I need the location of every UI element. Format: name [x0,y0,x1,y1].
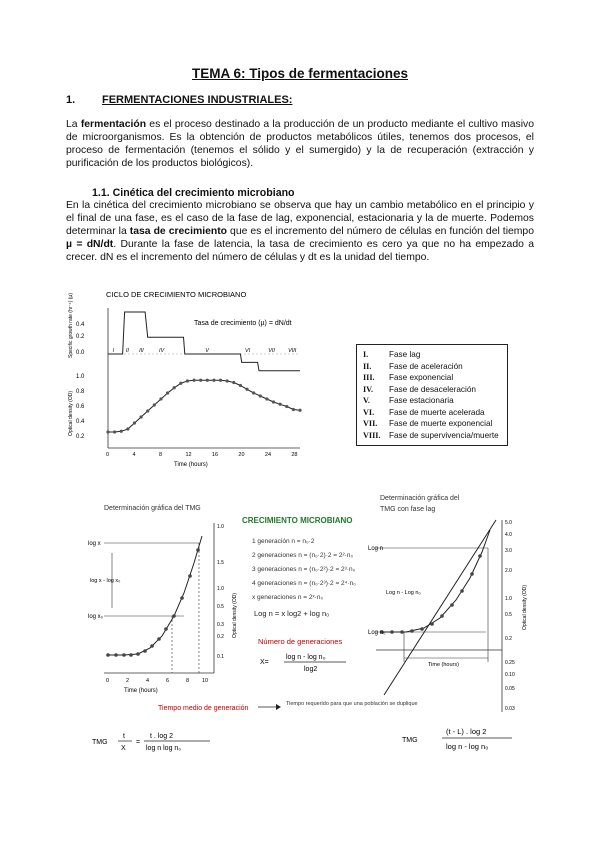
fig3-right-tick: 4.0 [505,532,512,538]
tmg-equation-right [402,724,522,756]
od-point [252,391,255,394]
ngen-title: Número de generaciones [258,637,343,646]
subsection-title: 1.1. Cinética del crecimiento microbiano [92,187,295,199]
fig2-point [122,653,126,657]
fig1-phase-label: II [125,348,129,354]
tmg-equation-left [92,728,232,758]
log-equation: Log n = x log2 + log n₀ [254,609,330,618]
intro-bold: fermentación [80,119,147,130]
od-point [173,386,176,389]
fig1-bottom-tick: 0.8 [76,389,85,395]
tmg-label: Tiempo medio de generación [158,705,249,712]
fig3-log-label: Log n - Log n₀ [386,590,421,596]
fig1-title: CICLO DE CRECIMIENTO MICROBIANO [106,290,247,299]
fig1-top-tick: 0.4 [76,322,85,328]
legend-row: V. Fase estacionaria [363,396,454,405]
growth-cycle-figure [64,288,314,468]
fig1-ylabel-bottom: Optical density (OD) [68,390,74,436]
fig1-x-tick: 0 [106,452,110,458]
fig3-title-line1: Determinación gráfica del [380,495,460,502]
tmg-right-den: log n - log n₀ [446,742,489,751]
fig1-top-tick: 0.2 [76,334,85,340]
fig3-point [410,629,414,633]
od-point [159,397,162,400]
fig2-title: Determinación gráfica del TMG [104,505,201,512]
fig2-point [106,653,110,657]
kinetics-paragraph [66,199,534,264]
fig2-x-tick: 8 [186,678,190,684]
fig1-x-ticks [106,452,298,458]
fig2-xlabel: Time (hours) [124,688,158,694]
fig2-point [114,653,118,657]
fig3-point [400,630,404,634]
fig1-phase-label: I [112,348,115,354]
tmg-caption [150,696,418,726]
fig2-right-tick: 1.5 [217,560,224,566]
fig1-x-tick: 24 [264,452,272,458]
kin-b2: µ = dN/dt [66,239,114,250]
generation-line: 1 generación n = n₀·2 [252,538,315,545]
tmg-figure [84,498,244,698]
fig1-top-ticks [76,322,85,356]
tmg-lag-figure [366,490,546,720]
fig3-point [420,627,424,631]
fig2-log-label: log x - log x₀ [90,578,121,584]
od-point [126,427,129,430]
tmg-right-num: (t - L) . log 2 [446,727,487,736]
fig1-phase-label: VII [268,348,275,354]
fig3-log-label: Log n [368,546,384,552]
od-point [153,403,156,406]
fig2-point [196,548,200,552]
fig3-right-tick: 0.5 [505,612,512,618]
od-points [106,379,301,434]
fig2-point [150,644,154,648]
legend-row: II. Fase de aceleración [363,361,463,371]
fig1-x-tick: 20 [238,452,245,458]
fig3-right-tick: 0.10 [505,672,515,678]
fig2-x-tick: 10 [202,678,209,684]
fig1-bottom-tick: 0.2 [76,434,85,440]
kin-p1: En la cinética del crecimiento microbiano se observa que hay un cambio metabólico en el principio y el final de una fase, es el caso de la fase de lag, exponencial, estacionaria y la de muerte. Podemos determinar la [66,200,534,237]
legend-row: VIII. Fase de supervivencia/muerte [363,430,499,440]
fig1-phase-label: IV [158,348,165,354]
od-point [292,408,295,411]
x-denominator: log2 [304,666,318,673]
fig2-right-tick: 1.0 [217,524,224,530]
fig3-ylabel: Optical density (OD) [522,584,528,630]
od-point [272,400,275,403]
x-numerator: log n - log n₀ [286,654,326,661]
fig2-log-label: log x [88,541,101,547]
section-heading [66,94,292,106]
fig3-right-tick: 0.05 [505,686,515,692]
fig2-right-tick: 0.3 [217,622,224,628]
fig2-right-tick: 0.2 [217,634,224,640]
od-point [206,379,209,382]
fig1-phase-label: V [205,348,209,354]
fig3-point [440,614,444,618]
fig2-point [180,596,184,600]
fig1-phase-label: VIII [288,348,297,354]
arrow-icon [276,704,281,710]
fig3-right-tick: 5.0 [505,520,512,526]
fig3-right-tick: 0.2 [505,636,512,642]
fig3-right-tick: 1.0 [505,596,512,602]
tmg-eq1-num: t [123,733,125,740]
fig2-point [136,652,140,656]
section-title: FERMENTACIONES INDUSTRIALES: [102,94,293,106]
tmg-eq-right-label: TMG [402,737,418,744]
legend-row: VI. Fase de muerte acelerada [363,407,485,417]
od-point [106,430,109,433]
kin-b1: tasa de crecimiento [129,226,228,237]
od-point [166,391,169,394]
legend-row: IV. Fase de desaceleración [363,384,476,394]
fig2-points [106,548,200,657]
od-point [279,403,282,406]
fig3-point [460,589,464,593]
fig3-tangent-line [384,520,496,695]
fig1-x-tick: 12 [185,452,192,458]
fig2-x-tick: 6 [166,678,170,684]
fig2-x-tick: 2 [126,678,130,684]
fig2-log-label: log x₀ [88,614,104,620]
fig2-point [157,637,161,641]
fig3-xlabel: Time (hours) [428,662,459,668]
fig1-x-tick: 4 [132,452,136,458]
fig2-x-tick: 0 [106,678,110,684]
od-point [265,397,268,400]
od-point [140,415,143,418]
od-point [146,409,149,412]
fig2-ylabel: Optical density (OD) [232,592,238,638]
od-point [192,379,195,382]
fig1-x-tick: 8 [158,452,163,458]
optical-density-line [108,380,300,432]
od-point [259,394,262,397]
od-point [199,379,202,382]
fig1-phase-labels [113,348,297,354]
intro-paragraph [66,118,534,170]
legend-row: VII. Fase de muerte exponencial [363,419,493,428]
fig1-xlabel: Time (hours) [174,462,208,468]
fig2-right-tick: 1.0 [217,586,224,592]
fig1-rate-label: Tasa de crecimiento (µ) = dN/dt [194,320,292,327]
fig1-ylabel-top: Specific growth rate (hr⁻¹) (µ) [68,293,74,358]
generation-line: x generaciones n = 2ˣ·n₀ [252,594,324,601]
fig2-point [188,574,192,578]
page-title: TEMA 6: Tipos de fermentaciones [191,66,409,81]
fig2-x-tick: 4 [146,678,150,684]
od-point [186,379,189,382]
center-title: CRECIMIENTO MICROBIANO [242,516,353,525]
fig2-right-tick: 0.1 [217,654,224,660]
kin-p3: . Durante la fase de latencia, la tasa de crecimiento es cero ya que no ha empezado a crecer. dN es el incremento del número de células y dt es la unidad del tiempo. [66,239,534,263]
fig2-point [143,649,147,653]
fig2-curve [108,536,202,655]
fig3-right-tick: 0.25 [505,660,515,666]
od-point [285,405,288,408]
fig2-point [164,627,168,631]
fig2-point [129,653,133,657]
tmg-eq-sign: = [136,739,141,746]
od-point [239,384,242,387]
od-point [113,430,116,433]
fig2-right-tick: 0.5 [217,604,224,610]
fig1-x-tick: 28 [291,452,298,458]
tmg-eq1-den: X [121,745,126,752]
fig3-point [478,554,482,558]
od-point [179,382,182,385]
od-point [226,379,229,382]
fig3-right-tick: 2.0 [505,568,512,574]
od-point [133,421,136,424]
intro-rest: es el proceso destinado a la producción de un producto mediante el cultivo masivo de microorganismos. Es la obtención de productos metabólicos útiles, tenemos dos procesos, el proceso de fermentación (tenemos el sólido y el sumergido) y la de recuperación (extracción y purificación de los productos biológicos). [66,119,535,169]
od-point [120,430,123,433]
fig1-x-tick: 16 [211,452,219,458]
generation-line: 2 generaciones n = (n₀·2)·2 = 2²·n₀ [252,552,354,559]
fig3-right-tick: 0.03 [505,706,515,712]
x-eq-label: X= [260,659,269,666]
od-point [212,379,215,382]
fig1-bottom-tick: 0.6 [76,404,85,410]
fig3-title-line2: TMG con fase lag [380,506,436,513]
fig1-bottom-tick: 1.0 [76,374,85,380]
intro-pre: La [66,119,81,130]
generation-line: 4 generaciones n = (n₀·2³)·2 = 2⁴·n₀ [252,580,356,587]
od-point [232,381,235,384]
fig3-curve [382,530,490,632]
section-number: 1. [66,94,76,106]
tmg-eq2-num: t . log 2 [150,733,173,740]
phase-legend [356,344,508,446]
tmg-eq2-den: log n log n₀ [146,745,182,752]
legend-row: III. Fase exponencial [363,373,454,382]
od-point [219,379,222,382]
od-point [298,409,301,412]
fig3-point [430,622,434,626]
fig3-right-ticks [505,520,515,712]
fig3-point [470,572,474,576]
fig1-phase-label: VI [245,348,251,354]
fig1-top-tick: 0.0 [76,350,85,356]
fig3-point [450,603,454,607]
fig1-bottom-tick: 0.4 [76,419,85,425]
od-point [245,388,248,391]
generation-line: 3 generaciones n = (n₀·2²)·2 = 2³·n₀ [252,566,356,573]
fig3-point [390,630,394,634]
fig2-point [172,614,176,618]
fig1-phase-label: III [139,348,144,354]
tmg-eq-left: TMG [92,739,108,746]
fig3-right-tick: 3.0 [505,548,512,554]
legend-row: I. Fase lag [363,350,421,359]
fig1-bottom-ticks [76,374,85,440]
kin-p2: que es el incremento del número de células en función del tiempo [227,226,534,237]
growth-formulas [230,510,380,685]
tmg-desc: Tiempo requerido para que una población se duplique [286,701,418,707]
fig3-log-label: Log n₀ [368,630,386,636]
